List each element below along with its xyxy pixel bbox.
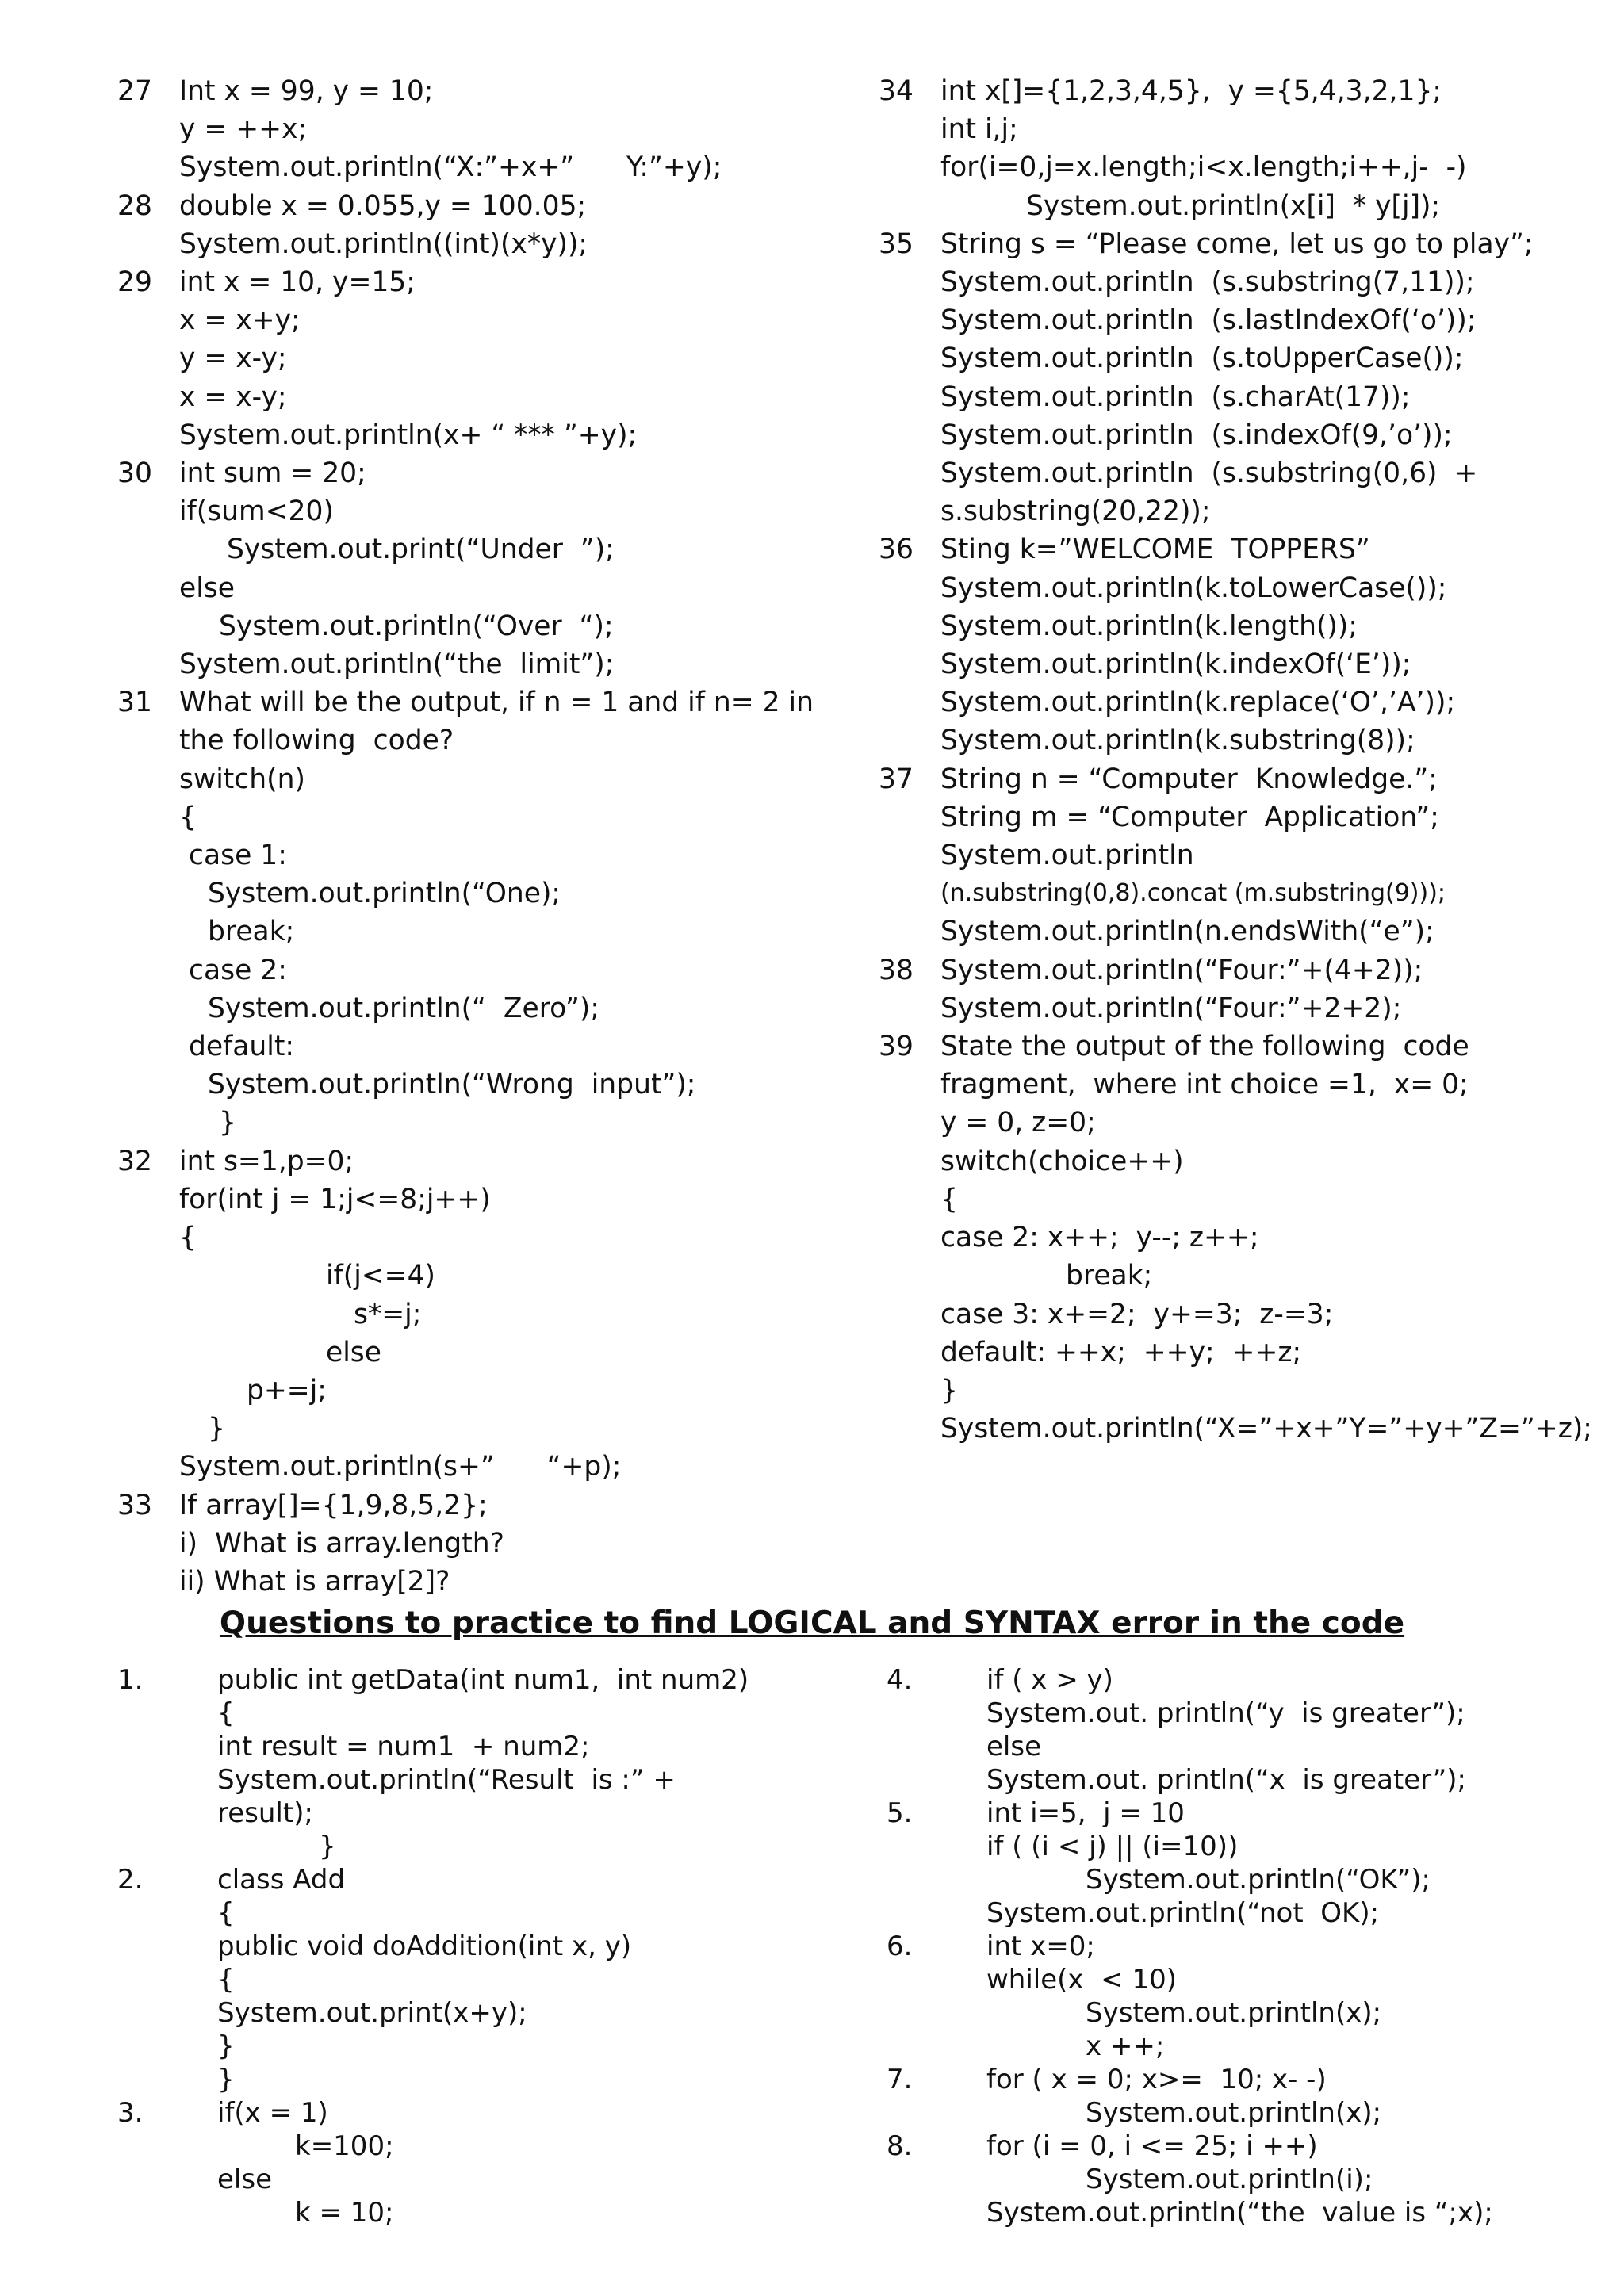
question-number: 32 xyxy=(117,1145,152,1177)
question-number: 33 xyxy=(117,1489,152,1521)
code-line: System.out. println(“y is greater”); xyxy=(986,1697,1465,1729)
code-line: If array[]={1,9,8,5,2}; xyxy=(179,1489,488,1521)
question-number: 5. xyxy=(887,1797,913,1829)
code-line: x = x-y; xyxy=(179,381,287,413)
question-item xyxy=(887,2063,1616,2130)
code-line: p+=j; xyxy=(247,1374,327,1406)
section-heading: Questions to practice to find LOGICAL and SYNTAX error in the code xyxy=(219,1605,1405,1641)
code-line: if(j<=4) xyxy=(326,1260,435,1292)
code-line: What will be the output, if n = 1 and if n= 2 in xyxy=(179,687,814,719)
question-number: 8. xyxy=(887,2130,913,2162)
code-line: System.out.println (s.substring(0,6) + xyxy=(940,457,1478,490)
question-item xyxy=(887,1797,1616,1930)
question-number: 31 xyxy=(117,687,152,719)
code-line: System.out.println(s+” “+p); xyxy=(179,1451,622,1483)
code-line: State the output of the following code xyxy=(940,1031,1469,1063)
code-line: case 3: x+=2; y+=3; z-=3; xyxy=(940,1298,1334,1330)
code-line: { xyxy=(217,1897,235,1929)
code-line: break; xyxy=(208,916,295,948)
question-number: 28 xyxy=(117,189,152,222)
code-line: Int x = 99, y = 10; xyxy=(179,75,434,107)
code-line: int x[]={1,2,3,4,5}, y ={5,4,3,2,1}; xyxy=(940,75,1442,107)
code-line: ii) What is array[2]? xyxy=(179,1565,450,1598)
code-line: System.out.println(k.toLowerCase()); xyxy=(940,572,1447,604)
code-line: System.out.println(“OK”); xyxy=(1086,1864,1431,1896)
code-line: y = x-y; xyxy=(179,342,287,375)
code-line: int x=0; xyxy=(986,1931,1095,1962)
question-item xyxy=(887,2130,1616,2229)
code-line: System.out.println(“One); xyxy=(208,878,561,910)
code-line: System.out.println(“X=”+x+”Y=”+y+”Z=”+z); xyxy=(940,1413,1592,1445)
code-line: System.out.println(n.endsWith(“e”); xyxy=(940,916,1434,948)
code-line: System.out.println(“Result is :” + xyxy=(217,1764,676,1796)
question-item xyxy=(879,1027,1616,1448)
code-line: System.out.println (s.lastIndexOf(‘o’)); xyxy=(940,304,1477,337)
code-line: switch(n) xyxy=(179,763,305,795)
code-line: else xyxy=(179,572,236,604)
code-line: } xyxy=(219,1107,236,1139)
code-line: the following code? xyxy=(179,725,454,757)
code-line: break; xyxy=(1066,1260,1153,1292)
question-number: 39 xyxy=(879,1031,914,1063)
questions-column-right xyxy=(879,72,1616,1448)
question-item xyxy=(117,1487,831,1601)
code-line: if ( (i < j) || (i=10)) xyxy=(986,1831,1239,1862)
code-line: System.out.print(x+y); xyxy=(217,1997,527,2029)
code-line: System.out.println xyxy=(940,840,1194,872)
question-number: 37 xyxy=(879,763,914,795)
code-line: s.substring(20,22)); xyxy=(940,496,1211,528)
code-line: x = x+y; xyxy=(179,304,301,337)
code-line: for ( x = 0; x>= 10; x- -) xyxy=(986,2064,1327,2095)
code-line: for(i=0,j=x.length;i<x.length;i++,j- -) xyxy=(940,151,1467,184)
code-line: } xyxy=(217,2064,235,2095)
code-line: System.out.println(x); xyxy=(1086,1997,1382,2029)
code-line: String m = “Computer Application”; xyxy=(940,801,1439,833)
code-line: s*=j; xyxy=(354,1298,422,1330)
code-line: System.out.println(x[i] * y[j]); xyxy=(1026,189,1441,222)
code-line: System.out.println(“Four:”+2+2); xyxy=(940,992,1402,1024)
code-line: for (i = 0, i <= 25; i ++) xyxy=(986,2130,1318,2162)
code-line: System.out.println((int)(x*y)); xyxy=(179,228,588,260)
code-line: i) What is array.length? xyxy=(179,1527,504,1559)
code-line: System.out.println(x+ “ *** ”+y); xyxy=(179,419,638,451)
code-line: System.out.println(“the limit”); xyxy=(179,649,615,681)
code-line: switch(choice++) xyxy=(940,1145,1184,1177)
code-line: System.out.println(k.length()); xyxy=(940,610,1358,642)
code-line: fragment, where int choice =1, x= 0; xyxy=(940,1069,1469,1101)
question-number: 4. xyxy=(887,1664,913,1696)
question-item xyxy=(117,1863,831,2096)
question-number: 35 xyxy=(879,228,914,260)
code-line: y = 0, z=0; xyxy=(940,1107,1096,1139)
question-number: 2. xyxy=(117,1864,144,1896)
question-number: 7. xyxy=(887,2064,913,2095)
code-line: else xyxy=(217,2164,272,2195)
questions-column-left xyxy=(117,72,831,1601)
question-item xyxy=(879,951,1616,1027)
question-item xyxy=(117,263,831,454)
code-line: Sting k=”WELCOME TOPPERS” xyxy=(940,534,1370,566)
code-line: System.out.println(“ Zero”); xyxy=(208,992,599,1024)
question-item xyxy=(879,760,1616,951)
question-item xyxy=(887,1930,1616,2063)
question-number: 6. xyxy=(887,1931,913,1962)
code-line: k=100; xyxy=(295,2130,394,2162)
code-line: System.out.println(“Over “); xyxy=(219,610,614,642)
question-item xyxy=(117,2096,831,2229)
code-line: int x = 10, y=15; xyxy=(179,266,416,299)
question-item xyxy=(879,225,1616,531)
question-item xyxy=(879,72,1616,225)
code-line: while(x < 10) xyxy=(986,1964,1177,1996)
question-number: 38 xyxy=(879,954,914,986)
code-line: String s = “Please come, let us go to play”; xyxy=(940,228,1534,260)
question-item xyxy=(117,1142,831,1487)
code-line: } xyxy=(940,1374,958,1406)
question-number: 1. xyxy=(117,1664,144,1696)
code-line: System.out.println (s.indexOf(9,’o’)); xyxy=(940,419,1453,451)
question-item xyxy=(117,72,831,187)
question-item xyxy=(117,1663,831,1863)
error-questions-column-right xyxy=(887,1663,1616,2229)
code-line: System.out.println(k.substring(8)); xyxy=(940,725,1415,757)
code-line: public void doAddition(int x, y) xyxy=(217,1931,632,1962)
question-number: 27 xyxy=(117,75,152,107)
code-line: System.out.println(i); xyxy=(1086,2164,1373,2195)
code-line: int sum = 20; xyxy=(179,457,366,490)
code-line: default: xyxy=(189,1031,295,1063)
code-line: if(sum<20) xyxy=(179,496,334,528)
code-line: System.out.println(k.replace(‘O’,’A’)); xyxy=(940,687,1456,719)
code-line: System.out.println(“Wrong input”); xyxy=(208,1069,696,1101)
question-item xyxy=(879,530,1616,760)
code-line: System.out. println(“x is greater”); xyxy=(986,1764,1466,1796)
code-line: { xyxy=(179,801,197,833)
code-line: { xyxy=(179,1222,197,1254)
question-number: 36 xyxy=(879,534,914,566)
code-line: public int getData(int num1, int num2) xyxy=(217,1664,749,1696)
code-line: } xyxy=(319,1831,336,1862)
code-line: System.out.println (s.toUpperCase()); xyxy=(940,342,1464,375)
code-line: x ++; xyxy=(1086,2030,1165,2062)
code-line: if ( x > y) xyxy=(986,1664,1113,1696)
question-number: 30 xyxy=(117,457,152,490)
code-line: result); xyxy=(217,1797,313,1829)
code-line: System.out.println(“Four:”+(4+2)); xyxy=(940,954,1423,986)
question-item xyxy=(117,683,831,1142)
code-line: System.out.println(“the value is “;x); xyxy=(986,2197,1493,2229)
code-line: { xyxy=(940,1183,958,1215)
code-line: { xyxy=(217,1964,235,1996)
code-line: System.out.println(“not OK); xyxy=(986,1897,1380,1929)
code-line: { xyxy=(217,1697,235,1729)
question-number: 29 xyxy=(117,266,152,299)
code-line: case 2: xyxy=(189,954,287,986)
question-item xyxy=(117,454,831,683)
code-line: default: ++x; ++y; ++z; xyxy=(940,1336,1302,1368)
code-line: y = ++x; xyxy=(179,113,308,146)
code-line: case 2: x++; y--; z++; xyxy=(940,1222,1259,1254)
code-line: } xyxy=(208,1413,225,1445)
code-line: else xyxy=(326,1336,382,1368)
code-line: double x = 0.055,y = 100.05; xyxy=(179,189,587,222)
code-line: case 1: xyxy=(189,840,287,872)
question-number: 3. xyxy=(117,2097,144,2129)
code-line: System.out.println (s.charAt(17)); xyxy=(940,381,1411,413)
code-line: System.out.println(k.indexOf(‘E’)); xyxy=(940,649,1411,681)
code-line: k = 10; xyxy=(295,2197,394,2229)
code-line: int result = num1 + num2; xyxy=(217,1731,590,1762)
question-item xyxy=(117,187,831,263)
error-questions-column-left xyxy=(117,1663,831,2229)
code-line: class Add xyxy=(217,1864,346,1896)
code-line: for(int j = 1;j<=8;j++) xyxy=(179,1183,491,1215)
code-line: } xyxy=(217,2030,235,2062)
question-item xyxy=(887,1663,1616,1797)
code-line: if(x = 1) xyxy=(217,2097,328,2129)
code-line: System.out.println (s.substring(7,11)); xyxy=(940,266,1475,299)
code-line: int s=1,p=0; xyxy=(179,1145,354,1177)
code-line: (n.substring(0,8).concat (m.substring(9))); xyxy=(940,879,1446,908)
code-line: System.out.print(“Under ”); xyxy=(227,534,615,566)
code-line: else xyxy=(986,1731,1041,1762)
code-line: int i=5, j = 10 xyxy=(986,1797,1185,1829)
code-line: int i,j; xyxy=(940,113,1018,146)
code-line: String n = “Computer Knowledge.”; xyxy=(940,763,1438,795)
question-number: 34 xyxy=(879,75,914,107)
code-line: System.out.println(x); xyxy=(1086,2097,1382,2129)
code-line: System.out.println(“X:”+x+” Y:”+y); xyxy=(179,151,722,184)
